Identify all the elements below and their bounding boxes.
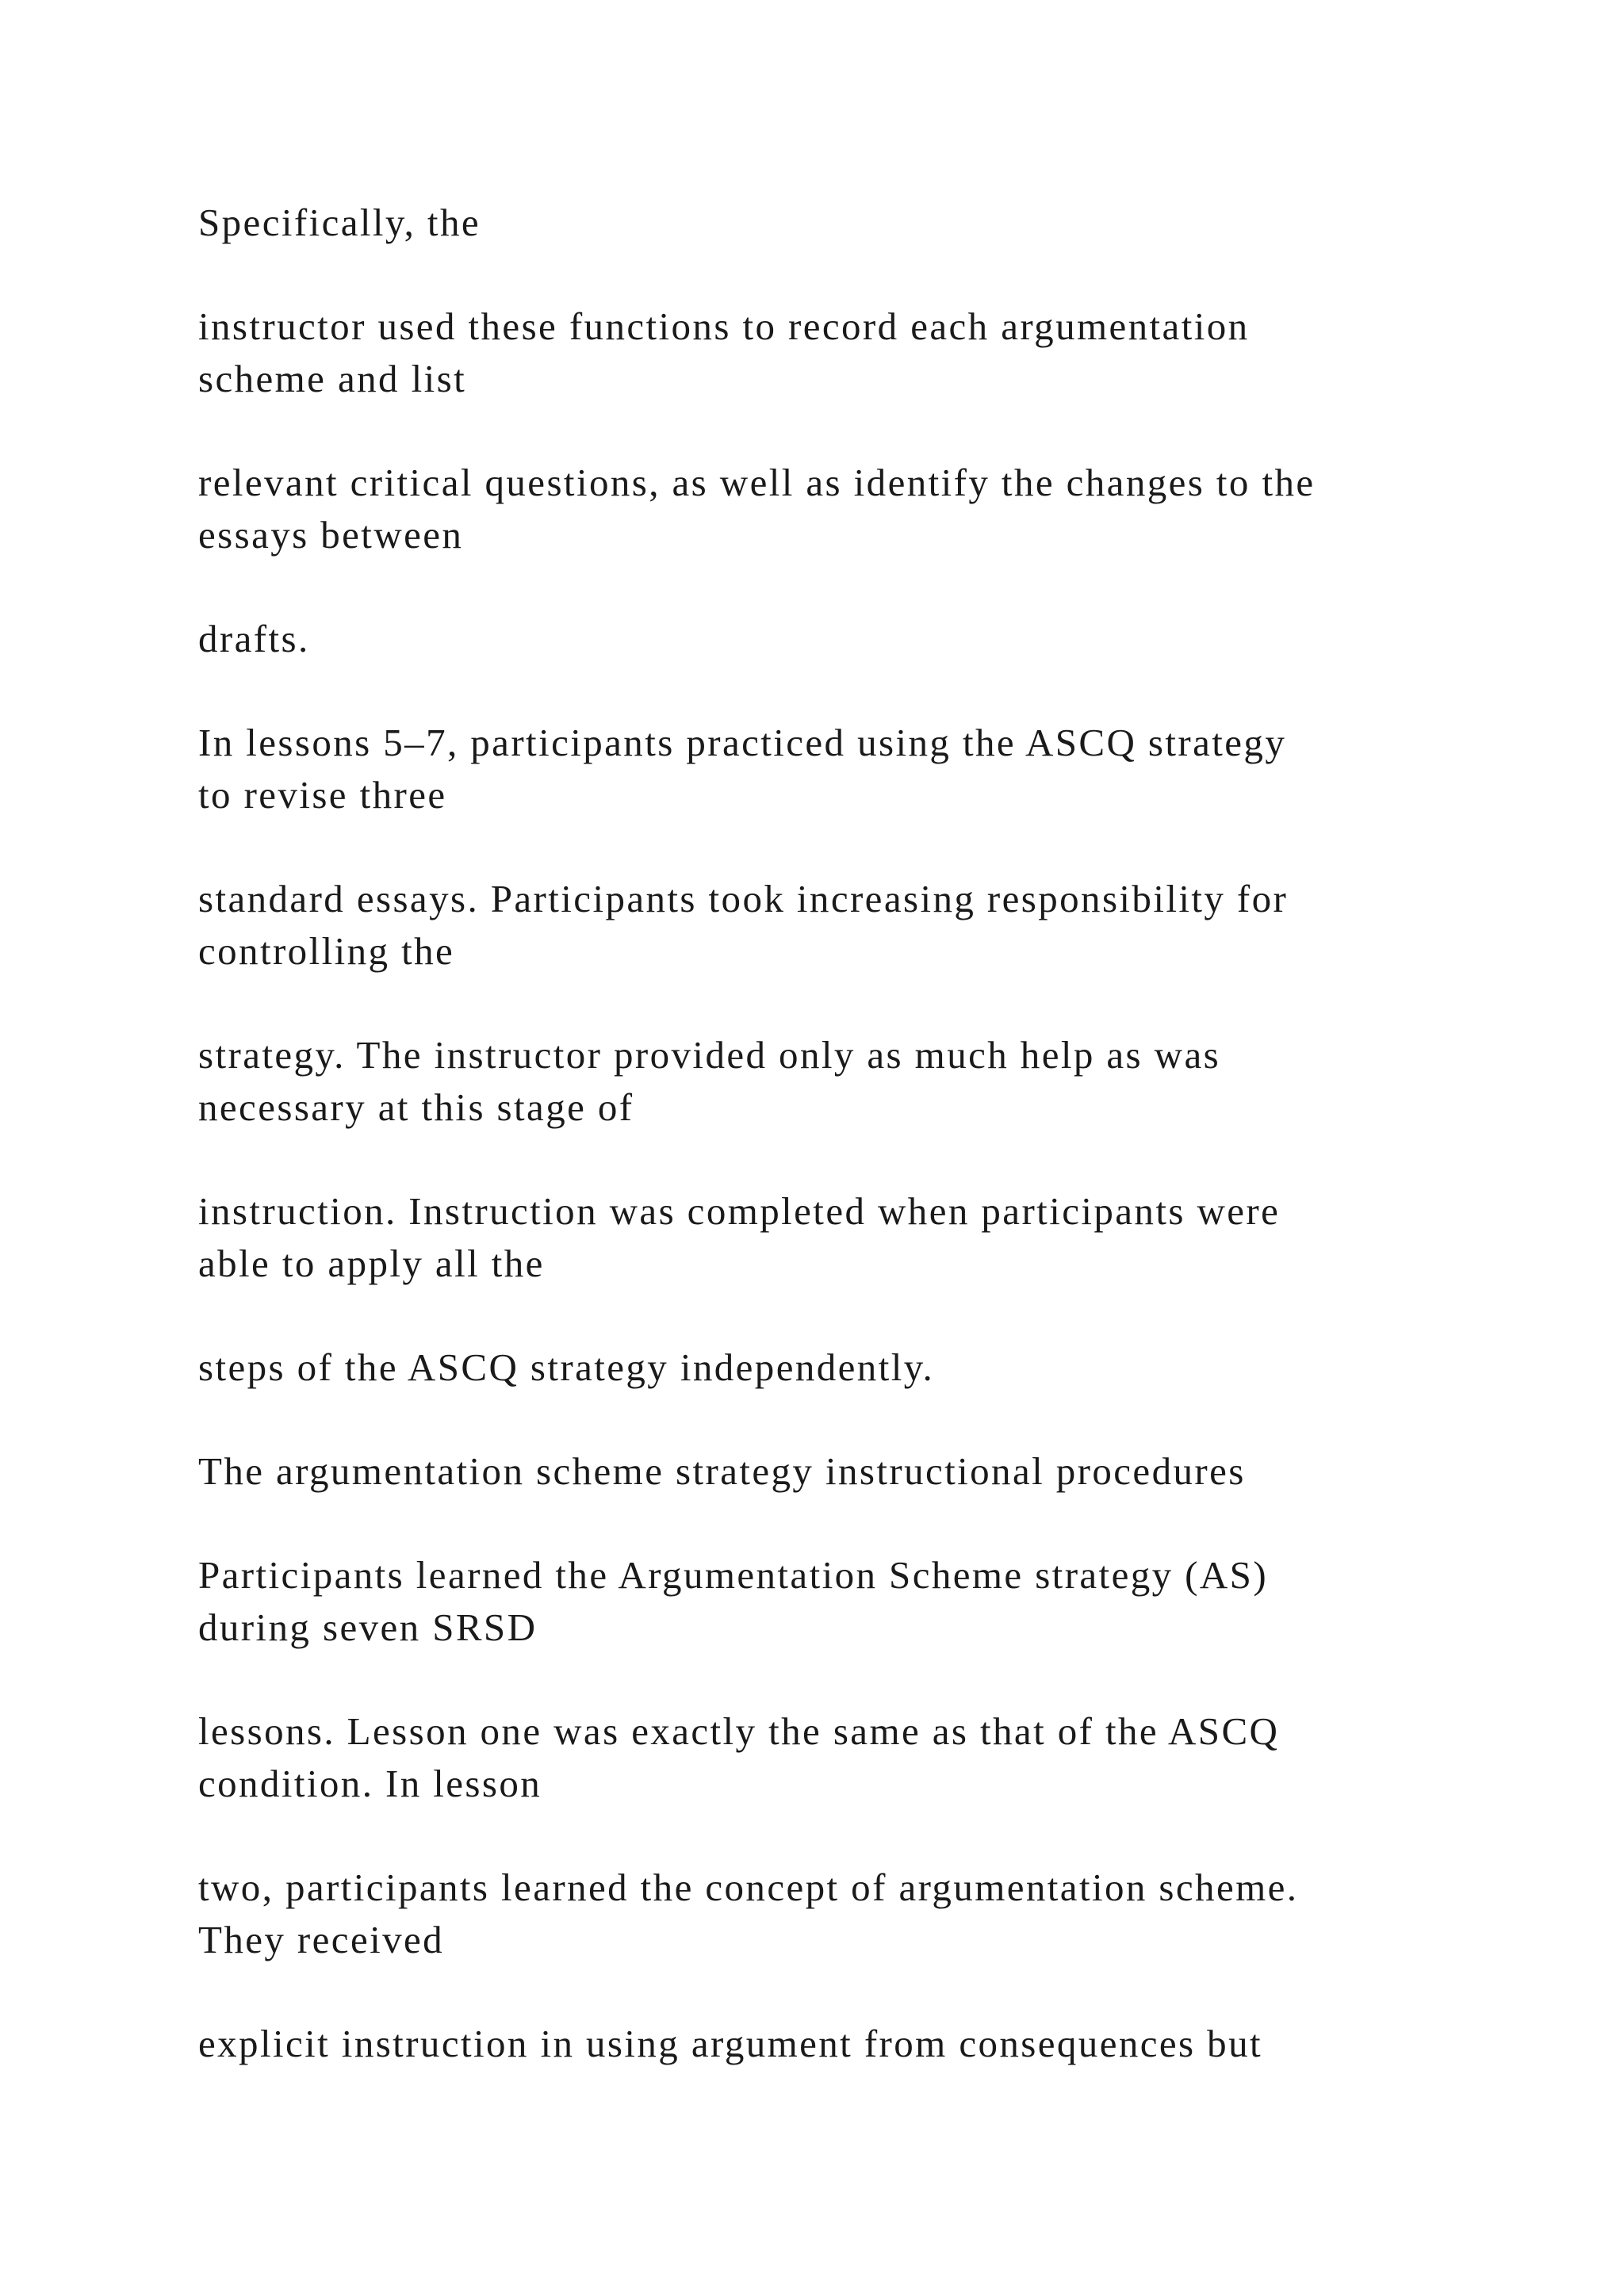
paragraph: [198, 873, 1546, 978]
text-line: steps of the ASCQ strategy independently.: [198, 1345, 935, 1389]
text-line: lessons. Lesson one was exactly the same as that of the ASCQ: [198, 1709, 1280, 1753]
paragraph: [198, 1862, 1546, 1966]
text-line: explicit instruction in using argument from consequences but: [198, 2022, 1262, 2065]
section-heading: [198, 1445, 1546, 1498]
text-line: In lessons 5–7, participants practiced using the ASCQ strategy: [198, 721, 1287, 764]
text-line: strategy. The instructor provided only as much help as was: [198, 1033, 1221, 1077]
text-line: to revise three: [198, 773, 447, 817]
text-line: instruction. Instruction was completed when participants were: [198, 1189, 1281, 1233]
text-line: Participants learned the Argumentation Scheme strategy (AS): [198, 1553, 1269, 1597]
text-line: instructor used these functions to record each argumentation: [198, 304, 1250, 348]
paragraph: [198, 1705, 1546, 1810]
paragraph: [198, 1549, 1546, 1654]
text-line: essays between: [198, 513, 464, 557]
paragraph: [198, 457, 1546, 561]
paragraph: [198, 1029, 1546, 1134]
text-line: They received: [198, 1918, 445, 1961]
text-line: two, participants learned the concept of argumentation scheme.: [198, 1866, 1299, 1909]
paragraph: [198, 300, 1546, 405]
body-text: [198, 197, 1546, 2122]
text-line: scheme and list: [198, 357, 467, 400]
text-line: condition. In lesson: [198, 1762, 542, 1805]
text-line: during seven SRSD: [198, 1605, 538, 1649]
text-line: necessary at this stage of: [198, 1085, 634, 1129]
text-line: Specifically, the: [198, 201, 481, 244]
paragraph: [198, 1185, 1546, 1290]
paragraph: [198, 197, 1546, 249]
text-line: drafts.: [198, 617, 310, 660]
paragraph: [198, 1341, 1546, 1394]
text-line: standard essays. Participants took increasing responsibility for: [198, 877, 1289, 920]
text-line: relevant critical questions, as well as identify the changes to the: [198, 461, 1316, 504]
paragraph: [198, 613, 1546, 665]
paragraph: [198, 717, 1546, 821]
text-line: The argumentation scheme strategy instructional procedures: [198, 1449, 1246, 1493]
paragraph: [198, 2018, 1546, 2070]
text-line: able to apply all the: [198, 1242, 545, 1285]
text-line: controlling the: [198, 929, 455, 973]
